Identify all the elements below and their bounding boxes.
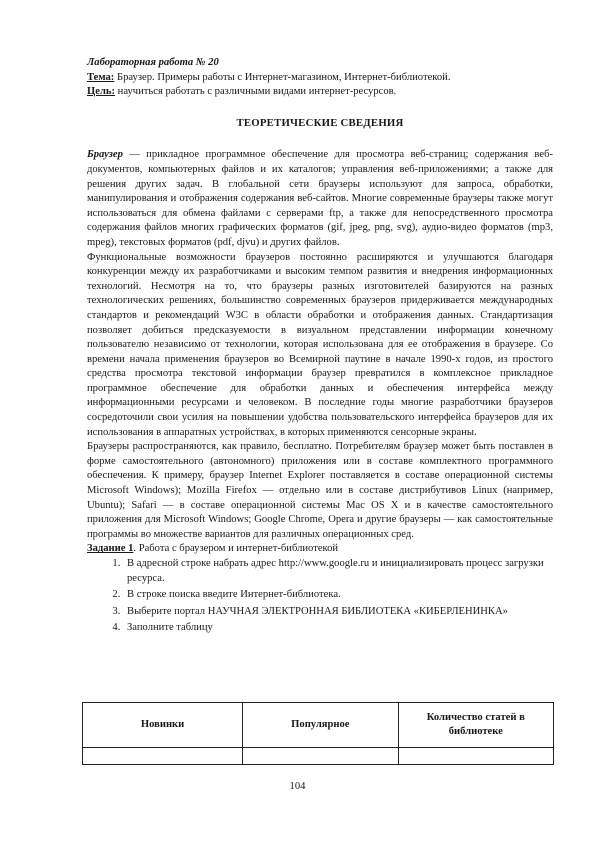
paragraph-distribution: Браузеры распространяются, как правило, бесплатно. Потребителям браузер может быть поставлен в форме самостоятельного (автономного) приложения или в составе комплектного программного обеспечения. К примеру, браузер Internet Explorer поставляется в составе операционной системы Microsoft Windows); Mozilla Firefox — отдельно или в составе дистрибутивов Linux (например, Ubuntu); Safari — в составе операционной системы Mac OS X и в качестве самостоятельного приложения для Microsoft Windows; Google Chrome, Opera и другие браузеры — как самостоятельные программы во множестве вариантов для различных операционных сред. [87,441,553,540]
task-text: . Работа с браузером и интернет-библиотекой [133,543,339,555]
task-step: 4. Заполните таблицу [123,621,553,636]
column-header-new: Новинки [83,703,243,748]
task-step: 1. В адресной строке набрать адрес http://www.google.ru и инициализировать процесс загрузки ресурса. [123,557,553,586]
paragraph-functionality: Функциональные возможности браузеров постоянно расширяются и улучшаются благодаря конкуренции между их разработчиками и высоким темпом развития и внедрения информационных технологий. Несмотря на то, что браузеры разных изготовителей базируются на разных технологических решениях, большинство современных браузеров придерживается международных стандартов и рекомендаций W3C в области обработки и отображения данных. Стандартизация позволяет добиться предсказуемости в визуальном представлении информации конечному пользователю независимо от технологии, которая использована для ее отображения в браузере. Со времени начала применения браузеров во Всемирной паутине в начале 1990-х годов, из простого средства просмотра текстовой информации браузер превратился в комплексное прикладное программное обеспечение для обработки данных и обеспечения интерфейса между информационными ресурсами и человеком. В последние годы многие разработчики браузеров сосредоточили свои усилия на повышении удобства пользовательского интерфейса браузеров для их использования в аппаратных устройствах, в которых применяются сенсорные экраны. [87,251,553,438]
goal-text: научиться работать с различными видами интернет-ресурсов. [115,86,397,98]
paragraph-1-text: — прикладное программное обеспечение для просмотра веб-страниц; содержания веб-документов, компьютерных файлов и их каталогов; управления веб-приложениями; а также для решения других задач. В глобальной сети браузеры используют для запроса, обработки, манипулирования и отображения содержания веб-сайтов. Многие современные браузеры также могут использоваться для обмена файлами с серверами ftp, а также для непосредственного просмотра содержания файлов многих графических форматов (gif, jpeg, png, svg), аудио-видео форматов (mp3, mpeg), текстовых форматов (pdf, djvu) и других файлов. [87,149,553,248]
page-number: 104 [289,781,306,792]
task-label: Задание 1 [87,543,134,555]
column-header-article-count: Количество статей в библиотеке [398,703,553,748]
table-cell [243,748,398,765]
section-title: ТЕОРЕТИЧЕСКИЕ СВЕДЕНИЯ [236,116,404,129]
term-browser: Браузер [87,149,123,161]
topic-line [87,71,553,86]
goal-line [87,85,553,100]
column-header-popular: Популярное [243,703,398,748]
paragraph-browser-definition [87,148,553,250]
task-step: 3. Выберите портал НАУЧНАЯ ЭЛЕКТРОННАЯ БИБЛИОТЕКА «КИБЕРЛЕНИНКА» [123,605,553,620]
table-header-row [83,703,554,748]
goal-label: Цель: [87,86,116,98]
page-content [87,56,553,638]
fill-in-table [82,702,554,765]
lab-title: Лабораторная работа № 20 [87,57,219,68]
topic-text: Браузер. Примеры работы с Интернет-магазином, Интернет-библиотекой. [114,71,451,83]
topic-label: Тема: [87,71,115,83]
table-row [83,748,554,765]
task-step: 2. В строке поиска введите Интернет-библиотека. [123,588,553,603]
task-steps [87,557,553,636]
table-cell [398,748,553,765]
task-heading [87,542,553,557]
lab-title-line [87,56,553,71]
table-cell [83,748,243,765]
